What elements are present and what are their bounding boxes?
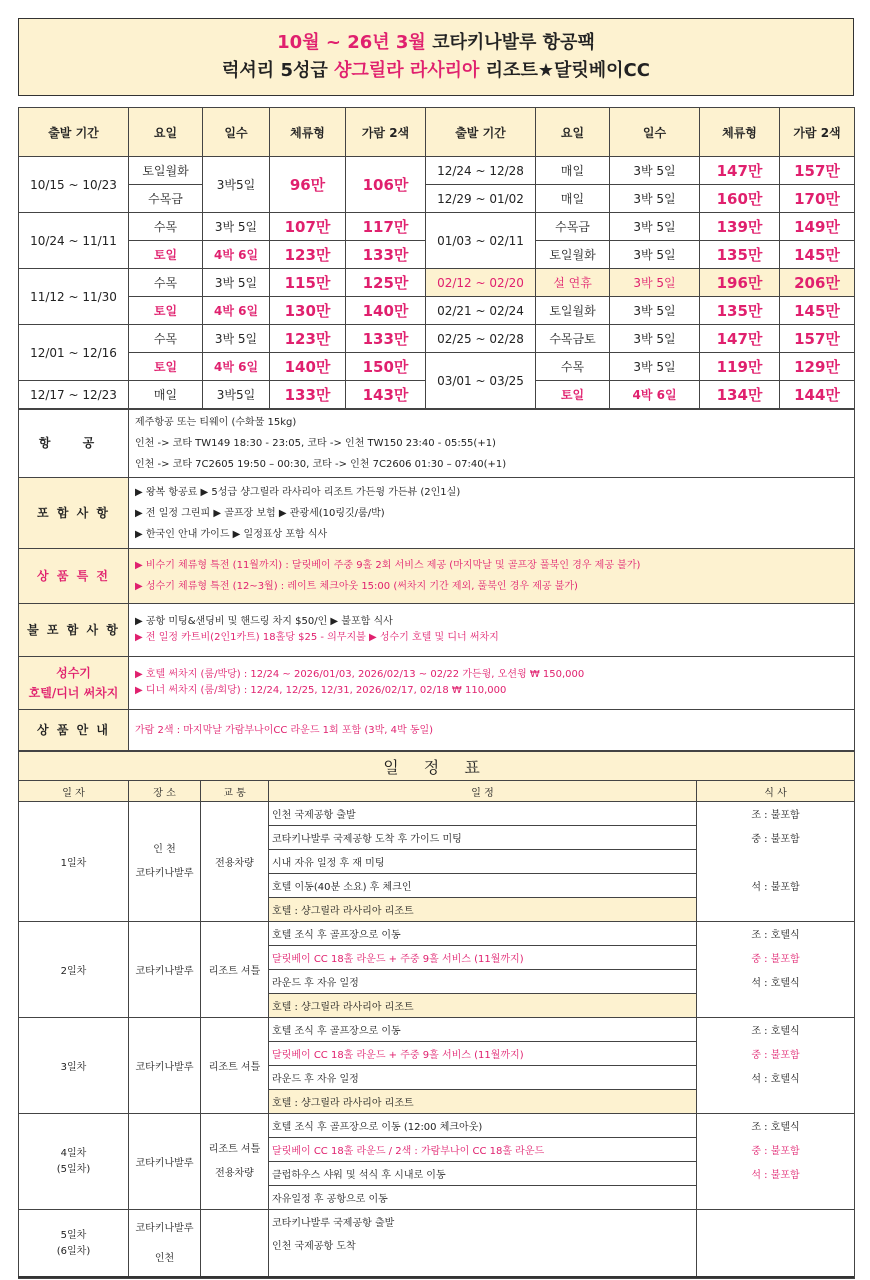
day-cell: 매일 [536, 185, 610, 213]
peak-label: 성수기 [56, 666, 91, 680]
nights-cell: 3박 5일 [610, 353, 700, 381]
place-cell: 인 천 [153, 843, 176, 855]
flight-line: 인천 -> 코타 TW149 18:30 - 23:05, 코타 -> 인천 TW150 23:40 - 05:55(+1) [135, 438, 496, 449]
stay-price: 123만 [270, 241, 346, 269]
meal-cell [697, 850, 855, 874]
flight-line: 인천 -> 코타 7C2605 19:50 – 00:30, 코타 -> 인천 7C2606 01:30 – 07:40(+1) [135, 459, 507, 470]
col-garam: 가람 2색 [780, 108, 855, 157]
stay-price: 107만 [270, 213, 346, 241]
table-row [19, 185, 855, 213]
col-period: 출발 기간 [19, 108, 129, 157]
exclude-line: ▶ 전 일정 카트비(2인1카트) 18홀당 $25 - 의무지불 ▶ 성수기 호텔 및 디너 써차지 [135, 632, 499, 643]
stay-price: 119만 [700, 353, 780, 381]
flight-row [19, 410, 855, 478]
include-line: ▶ 왕복 항공료 ▶ 5성급 샹그릴라 라사리아 리조트 가든윙 가든뷰 (2인1실) [135, 486, 461, 498]
nights-cell: 3박 5일 [203, 213, 270, 241]
nights-cell: 4박 6일 [610, 381, 700, 409]
itinerary-item: 인천 국제공항 출발 [269, 802, 697, 826]
title-banner [18, 18, 854, 96]
includes-label: 포 함 사 항 [19, 478, 129, 549]
nights-cell: 3박 5일 [610, 185, 700, 213]
day-cell: 5일차 [60, 1230, 87, 1241]
day-cell: 수목 [129, 213, 203, 241]
special-row [19, 549, 855, 604]
peak-label: 호텔/디너 써차지 [28, 686, 119, 700]
garam-price: 129만 [780, 353, 855, 381]
banner-package: 코타키나발루 항공팩 [425, 32, 595, 53]
meal-cell: 석 : 호텔식 [697, 1066, 855, 1090]
peak-line: ▶ 디너 써차지 (룸/회당) : 12/24, 12/25, 12/31, 2026/02/17, 02/18 ₩ 110,000 [135, 685, 507, 696]
period-cell: 12/24 ~ 12/28 [426, 157, 536, 185]
schedule-header [19, 781, 855, 802]
nights-cell: 3박5일 [203, 381, 270, 409]
nights-cell: 3박 5일 [610, 297, 700, 325]
garam-price: 140만 [346, 297, 426, 325]
meal-cell: 중 : 불포함 [697, 1138, 855, 1162]
nights-cell: 4박 6일 [203, 297, 270, 325]
day-cell: 매일 [536, 157, 610, 185]
table-row [19, 269, 855, 297]
banner-cc: 리조트★달릿베이CC [479, 60, 650, 81]
day-cell: 4일차 [60, 1147, 87, 1159]
day-cell: 수목 [536, 353, 610, 381]
stay-price: 147만 [700, 325, 780, 353]
col-date: 일 자 [19, 781, 129, 802]
peak-row [19, 657, 855, 710]
price-table [18, 107, 855, 409]
includes-row [19, 478, 855, 549]
garam-price: 170만 [780, 185, 855, 213]
meal-cell [697, 1186, 855, 1210]
garam-price: 149만 [780, 213, 855, 241]
transport-cell: 전용차량 [201, 802, 269, 922]
schedule-table [18, 751, 855, 1279]
period-cell: 12/17 ~ 12/23 [19, 381, 129, 409]
price-header-row [19, 108, 855, 157]
nights-cell: 3박 5일 [203, 325, 270, 353]
itinerary-item: 코타키나발루 국제공항 출발 [269, 1210, 697, 1234]
day-cell: 토일 [129, 241, 203, 269]
place-cell: 코타키나발루 [129, 922, 201, 1018]
banner-luxury: 럭셔리 5성급 [222, 60, 335, 81]
nights-cell: 3박 5일 [610, 157, 700, 185]
itinerary-item: 달릿베이 CC 18홀 라운드 + 주중 9홀 서비스 (11월까지) [269, 1042, 697, 1066]
itinerary-item: 라운드 후 자유 일정 [269, 1066, 697, 1090]
col-stay: 체류형 [700, 108, 780, 157]
guide-row [19, 710, 855, 751]
itinerary-item: 달릿베이 CC 18홀 라운드 / 2색 : 가람부나이 CC 18홀 라운드 [269, 1138, 697, 1162]
schedule-title: 일 정 표 [19, 752, 855, 781]
nights-cell: 3박 5일 [610, 213, 700, 241]
transport-cell [201, 1210, 269, 1279]
meal-cell [697, 898, 855, 922]
col-stay: 체류형 [270, 108, 346, 157]
garam-price: 150만 [346, 353, 426, 381]
col-garam: 가람 2색 [346, 108, 426, 157]
col-period: 출발 기간 [426, 108, 536, 157]
special-line: ▶ 성수기 체류형 특전 (12~3월) : 레이트 체크아웃 15:00 (써차지 기간 제외, 풀북인 경우 제공 불가) [135, 581, 578, 592]
transport-cell: 전용차량 [215, 1167, 254, 1179]
footer-divider [18, 1276, 854, 1278]
nights-cell: 4박 6일 [203, 353, 270, 381]
itinerary-item: 코타키나발루 국제공항 도착 후 가이드 미팅 [269, 826, 697, 850]
day-cell: 2일차 [19, 922, 129, 1018]
itinerary-item: 호텔 조식 후 골프장으로 이동 (12:00 체크아웃) [269, 1114, 697, 1138]
col-day: 요일 [129, 108, 203, 157]
day-cell: 3일차 [19, 1018, 129, 1114]
garam-price: 125만 [346, 269, 426, 297]
stay-price: 134만 [700, 381, 780, 409]
period-cell: 10/15 ~ 10/23 [19, 157, 129, 213]
day-cell: 토일 [129, 297, 203, 325]
meal-cell: 조 : 호텔식 [697, 1114, 855, 1138]
meal-cell [697, 994, 855, 1018]
garam-price: 145만 [780, 297, 855, 325]
itinerary-item: 자유일정 후 공항으로 이동 [269, 1186, 697, 1210]
meal-cell: 조 : 호텔식 [697, 1018, 855, 1042]
garam-price: 157만 [780, 325, 855, 353]
itinerary-item: 시내 자유 일정 후 재 미팅 [269, 850, 697, 874]
nights-cell: 3박 5일 [610, 325, 700, 353]
garam-price: 106만 [346, 157, 426, 213]
guide-line: 가람 2색 : 마지막날 가람부나이CC 라운드 1회 포함 (3박, 4박 동일) [129, 710, 855, 751]
banner-resort: 샹그릴라 라사리아 [334, 60, 480, 81]
garam-price: 206만 [780, 269, 855, 297]
stay-price: 135만 [700, 297, 780, 325]
stay-price: 130만 [270, 297, 346, 325]
day-cell: 토일 [129, 353, 203, 381]
place-cell: 인천 [154, 1253, 175, 1264]
stay-price: 147만 [700, 157, 780, 185]
day-cell: 토일 [536, 381, 610, 409]
exclude-line: ▶ 공항 미팅&샌딩비 및 핸드링 차지 $50/인 ▶ 불포함 식사 [135, 616, 393, 627]
period-cell: 01/03 ~ 02/11 [426, 213, 536, 269]
place-cell: 코타키나발루 [129, 1114, 201, 1210]
col-itinerary: 일 정 [269, 781, 697, 802]
period-cell: 02/21 ~ 02/24 [426, 297, 536, 325]
meal-cell: 중 : 불포함 [697, 1042, 855, 1066]
excludes-label: 불 포 함 사 항 [19, 604, 129, 657]
day-cell: 매일 [129, 381, 203, 409]
special-line: ▶ 비수기 체류형 특전 (11월까지) : 달릿베이 주중 9홀 2회 서비스 제공 (마지막날 및 골프장 풀북인 경우 제공 불가) [135, 560, 641, 571]
stay-price: 160만 [700, 185, 780, 213]
table-row [19, 325, 855, 353]
period-cell: 11/12 ~ 11/30 [19, 269, 129, 325]
period-cell: 12/29 ~ 01/02 [426, 185, 536, 213]
meal-cell [697, 1090, 855, 1114]
place-cell: 코타키나발루 [135, 867, 194, 879]
stay-price: 140만 [270, 353, 346, 381]
col-transport: 교 통 [201, 781, 269, 802]
place-cell: 코타키나발루 [135, 1223, 194, 1234]
period-cell: 02/25 ~ 02/28 [426, 325, 536, 353]
nights-cell: 3박 5일 [610, 241, 700, 269]
meal-cell: 중 : 불포함 [697, 826, 855, 850]
nights-cell: 3박5일 [203, 157, 270, 213]
meal-cell: 조 : 불포함 [697, 802, 855, 826]
stay-price: 133만 [270, 381, 346, 409]
stay-price: 115만 [270, 269, 346, 297]
garam-price: 133만 [346, 241, 426, 269]
table-row [19, 297, 855, 325]
stay-price: 96만 [270, 157, 346, 213]
transport-cell: 리조트 셔틀 [201, 922, 269, 1018]
col-nights: 일수 [203, 108, 270, 157]
hotel-item: 호텔 : 샹그릴라 라사리아 리조트 [269, 994, 697, 1018]
stay-price: 135만 [700, 241, 780, 269]
meal-cell: 석 : 불포함 [697, 1162, 855, 1186]
period-cell: 10/24 ~ 11/11 [19, 213, 129, 269]
itinerary-item: 라운드 후 자유 일정 [269, 970, 697, 994]
nights-cell: 4박 6일 [203, 241, 270, 269]
hotel-item: 호텔 : 샹그릴라 라사리아 리조트 [269, 898, 697, 922]
period-cell: 02/12 ~ 02/20 [426, 269, 536, 297]
meal-cell: 석 : 불포함 [697, 874, 855, 898]
stay-price: 196만 [700, 269, 780, 297]
nights-cell: 3박 5일 [203, 269, 270, 297]
itinerary-item: 호텔 조식 후 골프장으로 이동 [269, 1018, 697, 1042]
hotel-item: 호텔 : 샹그릴라 라사리아 리조트 [269, 1090, 697, 1114]
col-meals: 식 사 [697, 781, 855, 802]
period-cell: 03/01 ~ 03/25 [426, 353, 536, 409]
itinerary-item: 달릿베이 CC 18홀 라운드 + 주중 9홀 서비스 (11월까지) [269, 946, 697, 970]
day-cell: 설 연휴 [536, 269, 610, 297]
table-row [19, 213, 855, 241]
day-cell: 1일차 [19, 802, 129, 922]
stay-price: 139만 [700, 213, 780, 241]
guide-label: 상 품 안 내 [19, 710, 129, 751]
banner-period: 10월 ~ 26년 3월 [277, 32, 426, 53]
itinerary-item: 호텔 조식 후 골프장으로 이동 [269, 922, 697, 946]
include-line: ▶ 한국인 안내 가이드 ▶ 일정표상 포함 식사 [135, 528, 328, 540]
special-label: 상 품 특 전 [19, 549, 129, 604]
info-table [18, 409, 855, 751]
nights-cell: 3박 5일 [610, 269, 700, 297]
col-place: 장 소 [129, 781, 201, 802]
table-row [19, 157, 855, 185]
day-cell: 수목금 [129, 185, 203, 213]
day-cell: 수목 [129, 325, 203, 353]
peak-line: ▶ 호텔 써차지 (룸/박당) : 12/24 ~ 2026/01/03, 2026/02/13 ~ 02/22 가든윙, 오션윙 ₩ 150,000 [135, 669, 585, 680]
garam-price: 143만 [346, 381, 426, 409]
transport-cell: 리조트 셔틀 [201, 1018, 269, 1114]
flight-line: 제주항공 또는 티웨이 (수화물 15kg) [135, 417, 297, 428]
itinerary-item: 호텔 이동(40분 소요) 후 체크인 [269, 874, 697, 898]
day-sub: (5일차) [56, 1163, 91, 1175]
excludes-row [19, 604, 855, 657]
day-cell: 토일월화 [536, 297, 610, 325]
day-cell: 토일월화 [129, 157, 203, 185]
meal-cell: 조 : 호텔식 [697, 922, 855, 946]
place-cell: 코타키나발루 [129, 1018, 201, 1114]
stay-price: 123만 [270, 325, 346, 353]
meal-cell: 중 : 불포함 [697, 946, 855, 970]
day-cell: 수목금토 [536, 325, 610, 353]
table-row [19, 353, 855, 381]
day-cell: 수목 [129, 269, 203, 297]
garam-price: 145만 [780, 241, 855, 269]
col-day: 요일 [536, 108, 610, 157]
include-line: ▶ 전 일정 그린피 ▶ 골프장 보험 ▶ 관광세(10링깃/룸/박) [135, 507, 385, 519]
period-cell: 12/01 ~ 12/16 [19, 325, 129, 381]
col-nights: 일수 [610, 108, 700, 157]
day-cell: 수목금 [536, 213, 610, 241]
garam-price: 133만 [346, 325, 426, 353]
garam-price: 144만 [780, 381, 855, 409]
meal-cell: 석 : 호텔식 [697, 970, 855, 994]
itinerary-item: 인천 국제공항 도착 [269, 1233, 697, 1256]
garam-price: 157만 [780, 157, 855, 185]
day-sub: (6일차) [56, 1246, 91, 1257]
transport-cell: 리조트 셔틀 [208, 1143, 261, 1155]
itinerary-item: 클럽하우스 샤워 및 석식 후 시내로 이동 [269, 1162, 697, 1186]
day-cell: 토일월화 [536, 241, 610, 269]
garam-price: 117만 [346, 213, 426, 241]
meal-cell [697, 1210, 855, 1279]
flight-label: 항 공 [19, 410, 129, 478]
